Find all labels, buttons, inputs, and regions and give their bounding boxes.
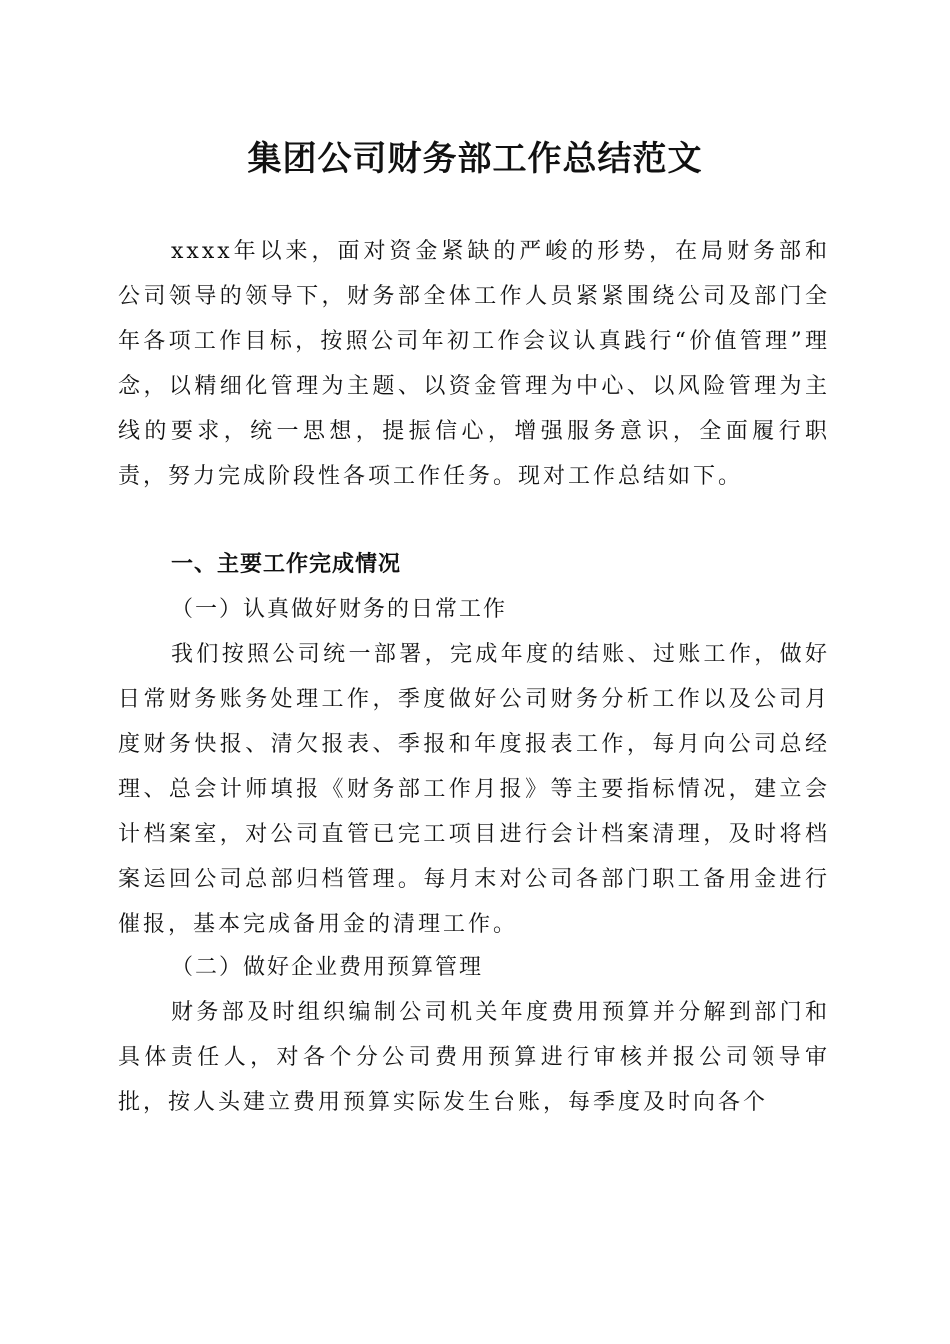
subsection-heading-daily-work: （一）认真做好财务的日常工作 bbox=[171, 597, 508, 622]
section-heading-main-work: 一、主要工作完成情况 bbox=[171, 552, 402, 577]
subsection-paragraph-daily-work: 我们按照公司统一部署，完成年度的结账、过账工作，做好日常财务账务处理工作，季度做好公司财务分析工作以及公司月度财务快报、清欠报表、季报和年度报表工作，每月向公司总经理、总会计师填报《财务部工作月报》等主要指标情况，建立会计档案室，对公司直管已完工项目进行会计档案清理，及时将档案运回公司总部归档管理。每月末对公司各部门职工备用金进行催报，基本完成备用金的清理工作。 bbox=[118, 642, 830, 937]
intro-paragraph: xxxx年以来，面对资金紧缺的严峻的形势，在局财务部和公司领导的领导下，财务部全体工作人员紧紧围绕公司及部门全年各项工作目标，按照公司年初工作会议认真践行“价值管理”理念，以精细化管理为主题、以资金管理为中心、以风险管理为主线的要求，统一思想，提振信心，增强服务意识，全面履行职责，努力完成阶段性各项工作任务。现对工作总结如下。 bbox=[118, 239, 830, 489]
subsection-paragraph-budget: 财务部及时组织编制公司机关年度费用预算并分解到部门和具体责任人，对各个分公司费用预算进行审核并报公司领导审批，按人头建立费用预算实际发生台账，每季度及时向各个 bbox=[118, 1000, 830, 1115]
document-title: 集团公司财务部工作总结范文 bbox=[247, 139, 703, 179]
subsection-heading-budget: （二）做好企业费用预算管理 bbox=[171, 955, 484, 980]
